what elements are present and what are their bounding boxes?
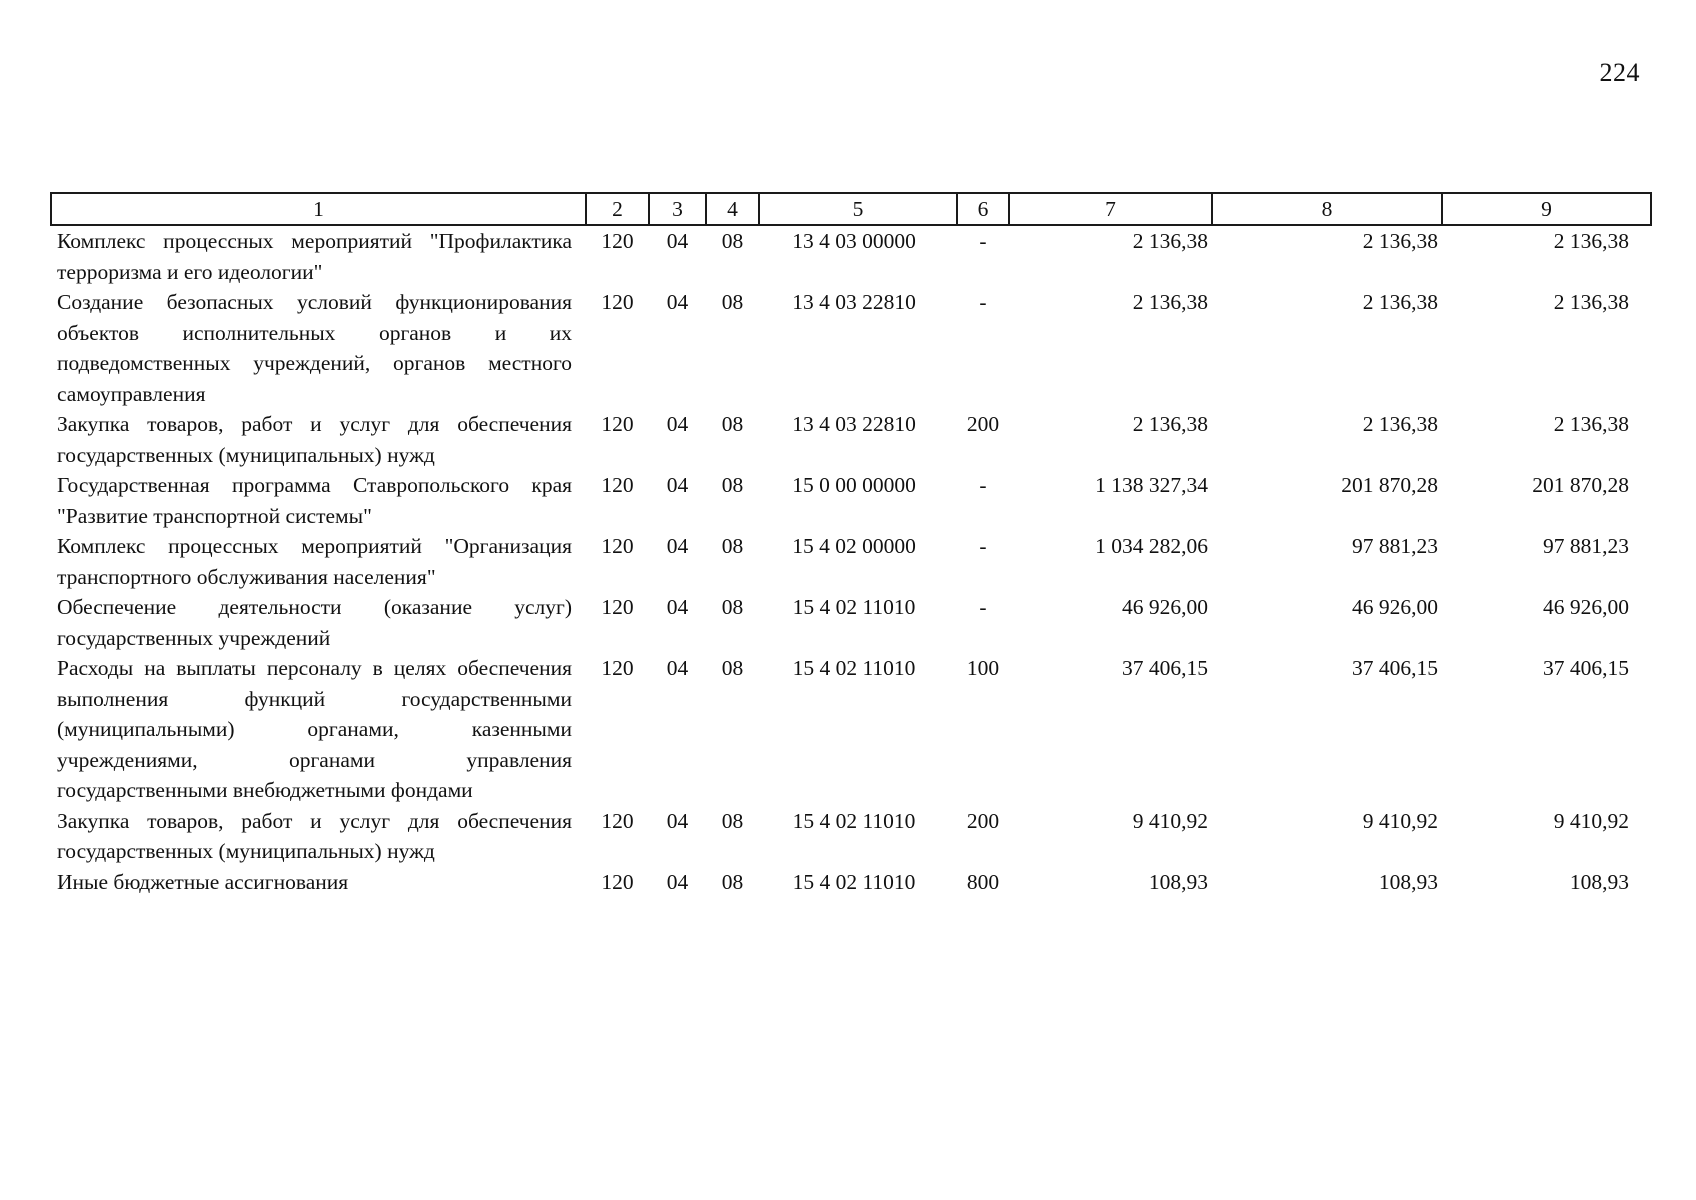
cell-amount-col9: 2 136,38 — [1553, 412, 1629, 436]
row-description: Комплекс процессных мероприятий "Профилактика терроризма и его идеологии" — [57, 229, 572, 284]
header-cell-9: 9 — [1442, 193, 1651, 225]
table-row — [51, 470, 1651, 531]
cell-expense-type: 100 — [966, 656, 1000, 680]
cell-section-code: 04 — [666, 534, 689, 558]
cell-ministry-code: 120 — [601, 595, 634, 619]
header-cell-8: 8 — [1212, 193, 1442, 225]
table-row — [51, 867, 1651, 898]
cell-section-code: 04 — [666, 595, 689, 619]
cell-target-article: 15 4 02 11010 — [792, 595, 916, 619]
cell-subsection-code: 08 — [721, 595, 744, 619]
cell-subsection-code: 08 — [721, 290, 744, 314]
cell-expense-type: 800 — [966, 869, 1000, 894]
cell-subsection-code: 08 — [721, 808, 744, 833]
table-row — [51, 592, 1651, 653]
cell-expense-type: - — [979, 229, 987, 253]
cell-amount-col7: 2 136,38 — [1132, 412, 1208, 436]
cell-amount-col8: 2 136,38 — [1362, 290, 1438, 314]
cell-amount-col9: 9 410,92 — [1553, 808, 1629, 833]
cell-amount-col8: 2 136,38 — [1362, 412, 1438, 436]
cell-amount-col8: 108,93 — [1378, 869, 1438, 894]
header-cell-3: 3 — [649, 193, 706, 225]
cell-section-code: 04 — [666, 808, 689, 833]
cell-ministry-code: 120 — [601, 473, 634, 497]
row-description: Комплекс процессных мероприятий "Организация транспортного обслуживания населения" — [57, 534, 572, 589]
cell-amount-col8: 97 881,23 — [1352, 534, 1438, 558]
header-cell-4: 4 — [706, 193, 759, 225]
table-row — [51, 225, 1651, 287]
cell-target-article: 15 4 02 11010 — [792, 808, 916, 833]
cell-amount-col7: 2 136,38 — [1132, 290, 1208, 314]
cell-amount-col9: 2 136,38 — [1553, 290, 1629, 314]
table-row — [51, 531, 1651, 592]
row-description: Закупка товаров, работ и услуг для обеспечения государственных (муниципальных) нужд — [57, 808, 572, 863]
cell-amount-col9: 46 926,00 — [1543, 595, 1629, 619]
cell-target-article: 13 4 03 22810 — [792, 412, 916, 436]
row-description: Обеспечение деятельности (оказание услуг) государственных учреждений — [57, 595, 572, 650]
cell-expense-type: 200 — [966, 808, 1000, 833]
cell-expense-type: - — [979, 473, 987, 497]
cell-target-article: 15 4 02 00000 — [792, 534, 916, 558]
cell-expense-type: - — [979, 290, 987, 314]
cell-section-code: 04 — [666, 473, 689, 497]
cell-expense-type: - — [979, 595, 987, 619]
cell-amount-col7: 108,93 — [1148, 869, 1208, 894]
table-row — [51, 287, 1651, 409]
header-cell-7: 7 — [1009, 193, 1212, 225]
cell-amount-col8: 2 136,38 — [1362, 229, 1438, 253]
table-header — [51, 193, 1651, 225]
cell-subsection-code: 08 — [721, 412, 744, 436]
table-body — [51, 225, 1651, 897]
cell-section-code: 04 — [666, 656, 689, 680]
cell-expense-type: - — [979, 534, 987, 558]
cell-target-article: 13 4 03 22810 — [792, 290, 916, 314]
header-cell-5: 5 — [759, 193, 957, 225]
cell-ministry-code: 120 — [601, 229, 634, 253]
row-description: Закупка товаров, работ и услуг для обеспечения государственных (муниципальных) нужд — [57, 412, 572, 467]
cell-amount-col7: 37 406,15 — [1122, 656, 1208, 680]
cell-section-code: 04 — [666, 412, 689, 436]
cell-subsection-code: 08 — [721, 869, 744, 894]
budget-table — [50, 192, 1652, 897]
cell-ministry-code: 120 — [601, 534, 634, 558]
cell-target-article: 15 4 02 11010 — [792, 869, 916, 894]
table-row — [51, 806, 1651, 867]
cell-amount-col8: 201 870,28 — [1341, 473, 1438, 497]
cell-amount-col8: 9 410,92 — [1362, 808, 1438, 833]
cell-ministry-code: 120 — [601, 412, 634, 436]
cell-amount-col7: 2 136,38 — [1132, 229, 1208, 253]
header-cell-6: 6 — [957, 193, 1009, 225]
table-row — [51, 409, 1651, 470]
row-description: Создание безопасных условий функционирования объектов исполнительных органов и их подведомственных учреждений, органов местного самоуправления — [57, 290, 572, 406]
cell-ministry-code: 120 — [601, 869, 634, 894]
cell-amount-col7: 1 138 327,34 — [1095, 473, 1208, 497]
cell-amount-col9: 97 881,23 — [1543, 534, 1629, 558]
cell-ministry-code: 120 — [601, 290, 634, 314]
cell-ministry-code: 120 — [601, 656, 634, 680]
cell-section-code: 04 — [666, 229, 689, 253]
cell-amount-col8: 46 926,00 — [1352, 595, 1438, 619]
cell-target-article: 13 4 03 00000 — [792, 229, 916, 253]
row-description: Расходы на выплаты персоналу в целях обеспечения выполнения функций государственными (муниципальными) органами, казенными учреждениями, органами управления государственными внебюджетными фондами — [57, 656, 572, 802]
row-description: Государственная программа Ставропольского края "Развитие транспортной системы" — [57, 473, 572, 528]
page-number: 224 — [1599, 58, 1640, 87]
cell-section-code: 04 — [666, 290, 689, 314]
cell-target-article: 15 0 00 00000 — [792, 473, 916, 497]
row-description: Иные бюджетные ассигнования — [57, 869, 349, 894]
cell-amount-col7: 9 410,92 — [1132, 808, 1208, 833]
cell-amount-col9: 37 406,15 — [1543, 656, 1629, 680]
cell-target-article: 15 4 02 11010 — [792, 656, 916, 680]
cell-amount-col8: 37 406,15 — [1352, 656, 1438, 680]
cell-ministry-code: 120 — [601, 808, 634, 833]
header-cell-1: 1 — [51, 193, 586, 225]
cell-amount-col9: 108,93 — [1569, 869, 1629, 894]
cell-subsection-code: 08 — [721, 656, 744, 680]
cell-amount-col7: 1 034 282,06 — [1095, 534, 1208, 558]
cell-subsection-code: 08 — [721, 229, 744, 253]
table-row — [51, 653, 1651, 806]
cell-section-code: 04 — [666, 869, 689, 894]
cell-amount-col7: 46 926,00 — [1122, 595, 1208, 619]
header-row — [51, 193, 1651, 225]
cell-amount-col9: 201 870,28 — [1532, 473, 1629, 497]
cell-expense-type: 200 — [966, 412, 1000, 436]
cell-subsection-code: 08 — [721, 534, 744, 558]
cell-subsection-code: 08 — [721, 473, 744, 497]
cell-amount-col9: 2 136,38 — [1553, 229, 1629, 253]
header-cell-2: 2 — [586, 193, 649, 225]
